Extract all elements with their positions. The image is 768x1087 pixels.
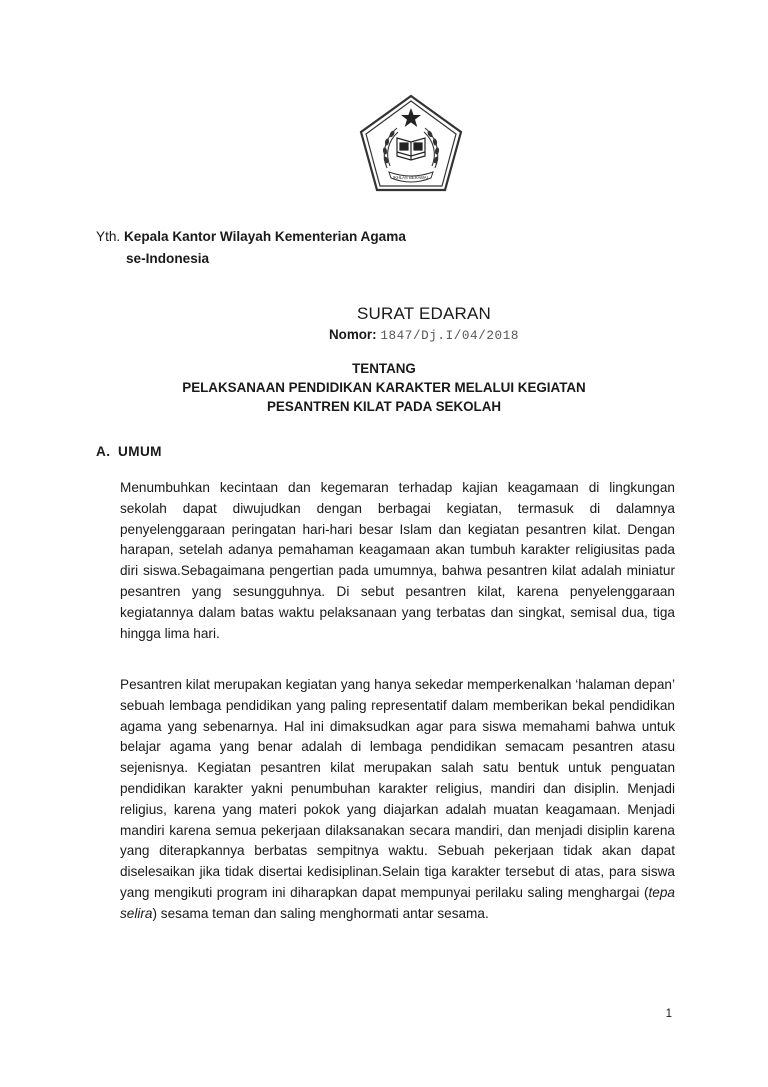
subject-line-1: PELAKSANAAN PENDIDIKAN KARAKTER MELALUI KEGIATAN xyxy=(182,380,586,395)
document-number xyxy=(80,326,768,345)
paragraph-2-text-a: Pesantren kilat merupakan kegiatan yang hanya sekedar memperkenalkan ‘halaman depan’ sebuah lembaga pendidikan yang paling representatif dalam memberikan bekal pendidikan agama yang sebenarnya. Hal ini dimaksudkan agar para siswa memahami bahwa untuk belajar agama yang benar adalah di lembaga pendidikan semacam pesantren atasu sejenisnya. Kegiatan pesantren kilat merupakan salah satu bentuk untuk penguatan pendidikan karakter yakni penumbuhan karakter religius, mandiri dan disiplin. Menjadi religius, karena yang materi pokok yang diajarkan adalah muatan keagamaan. Menjadi mandiri karena semua pekerjaan dilaksanakan secara mandiri, dan menjadi disiplin karena yang diterapkannya berbatas sempitnya waktu. Sebuah pekerjaan tidak akan dapat diselesaikan jika tidak disertai kedisiplinan.Selain tiga karakter tersebut di atas, para siswa yang mengikuti program ini diharapkan dapat mempunyai perilaku saling menghargai ( xyxy=(120,677,675,900)
paragraph-2-text-b: ) sesama teman dan saling menghormati antar sesama. xyxy=(152,905,489,921)
kementerian-agama-emblem-icon xyxy=(357,94,465,194)
paragraph-2-italic-term: tepa selira xyxy=(120,884,675,921)
subject-block xyxy=(0,359,768,416)
subject-line-2: PESANTREN KILAT PADA SEKOLAH xyxy=(266,399,502,414)
page-number: 1 xyxy=(665,1008,672,1020)
document-number-label: Nomor: xyxy=(328,327,377,342)
subject-label: TENTANG xyxy=(352,361,416,376)
document-title: SURAT EDARAN xyxy=(356,304,492,323)
svg-text:IKHLAS BERAMAL: IKHLAS BERAMAL xyxy=(392,175,430,180)
paragraph-1: Menumbuhkan kecintaan dan kegemaran terhadap kajian keagamaan di lingkungan sekolah dapat diwujudkan dengan berbagai kegiatan, termasuk di dalamnya penyelenggaraan peringatan hari-hari besar Islam dan kegiatan pesantren kilat. Dengan harapan, setelah adanya pemahaman keagamaan akan tumbuh karakter religiusitas pada diri siswa.Sebagaimana pengertian pada umumnya, bahwa pesantren kilat adalah miniatur pesantren yang sesungguhnya. Di sebut pesantren kilat, karena penyelenggaraan kegiatannya dalam batas waktu pelaksanaan yang terbatas dan singkat, semisal dua, tiga hingga lima hari. xyxy=(120,480,675,641)
section-letter: A. xyxy=(96,444,111,459)
paragraph-2 xyxy=(120,675,675,925)
section-heading xyxy=(96,444,162,459)
salutation-prefix: Yth. xyxy=(96,229,121,244)
addressee-line-2 xyxy=(96,248,406,270)
section-title: UMUM xyxy=(118,444,162,459)
document-number-value: 1847/Dj.I/04/2018 xyxy=(380,329,520,343)
addressee-block xyxy=(96,226,406,270)
addressee-line-1 xyxy=(96,226,406,248)
recipient-region: se-Indonesia xyxy=(126,251,210,266)
letter-heading xyxy=(0,302,768,345)
recipient-name: Kepala Kantor Wilayah Kementerian Agama xyxy=(123,229,406,244)
